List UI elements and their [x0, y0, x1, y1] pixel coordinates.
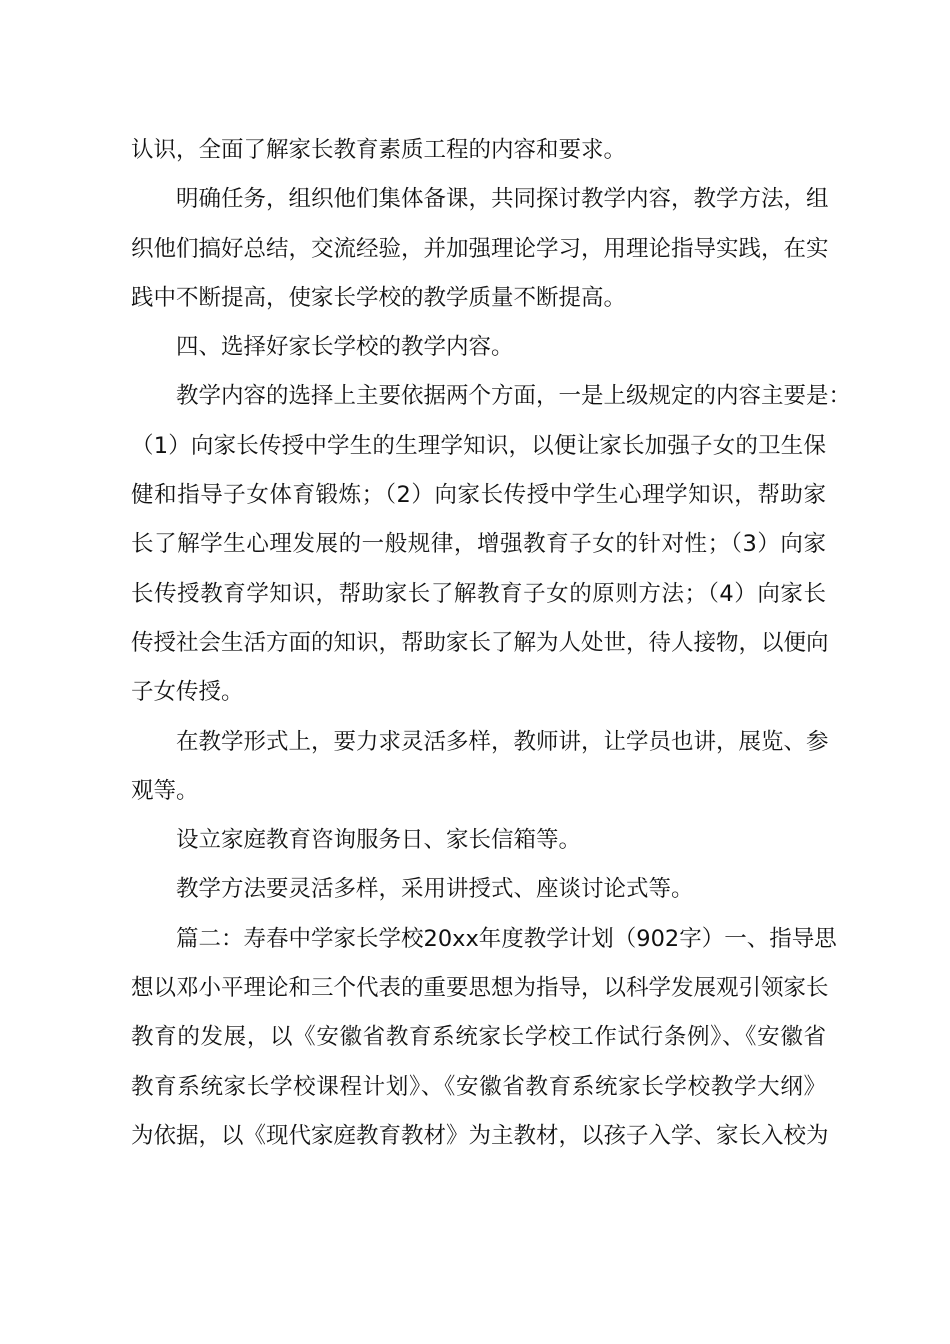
text-line: 长了解学生心理发展的一般规律，增强教育子女的针对性；（3）向家 — [131, 531, 826, 558]
text-line: 践中不断提高，使家长学校的教学质量不断提高。 — [131, 284, 627, 311]
paragraph-first-line: 教学方法要灵活多样，采用讲授式、座谈讨论式等。 — [176, 876, 694, 903]
document-body — [131, 126, 852, 1161]
text-line: 为依据，以《现代家庭教育教材》为主教材，以孩子入学、家长入校为 — [131, 1122, 829, 1149]
text-line: 长传授教育学知识，帮助家长了解教育子女的原则方法；（4）向家长 — [131, 580, 826, 607]
paragraph-first-line: 教学内容的选择上主要依据两个方面，一是上级规定的内容主要是： — [176, 383, 852, 410]
paragraph-first-line: 在教学形式上，要力求灵活多样，教师讲，让学员也讲，展览、参 — [176, 728, 829, 755]
text-line: 织他们搞好总结，交流经验，并加强理论学习，用理论指导实践，在实 — [131, 235, 829, 262]
text-line: 教育系统家长学校课程计划》、《安徽省教育系统家长学校教学大纲》 — [131, 1073, 826, 1100]
text-line: 想以邓小平理论和三个代表的重要思想为指导，以科学发展观引领家长 — [131, 975, 829, 1002]
paragraph-first-line: 明确任务，组织他们集体备课，共同探讨教学内容，教学方法，组 — [176, 186, 829, 213]
text-line: 教育的发展，以《安徽省教育系统家长学校工作试行条例》、《安徽省 — [131, 1024, 826, 1051]
paragraph-first-line: 篇二：寿春中学家长学校20xx年度教学计划（902字）一、指导思 — [176, 925, 837, 952]
section-heading: 四、选择好家长学校的教学内容。 — [176, 334, 514, 361]
text-line: 健和指导子女体育锻炼；（2）向家长传授中学生心理学知识，帮助家 — [131, 482, 826, 509]
text-line: 认识，全面了解家长教育素质工程的内容和要求。 — [131, 137, 627, 163]
text-line: 传授社会生活方面的知识，帮助家长了解为人处世，待人接物，以便向 — [131, 629, 829, 656]
text-line: 子女传授。 — [131, 679, 244, 706]
text-line: 观等。 — [131, 777, 199, 804]
text-line: （1）向家长传授中学生的生理学知识，以便让家长加强子女的卫生保 — [131, 432, 826, 459]
paragraph-first-line: 设立家庭教育咨询服务日、家长信箱等。 — [176, 827, 582, 854]
